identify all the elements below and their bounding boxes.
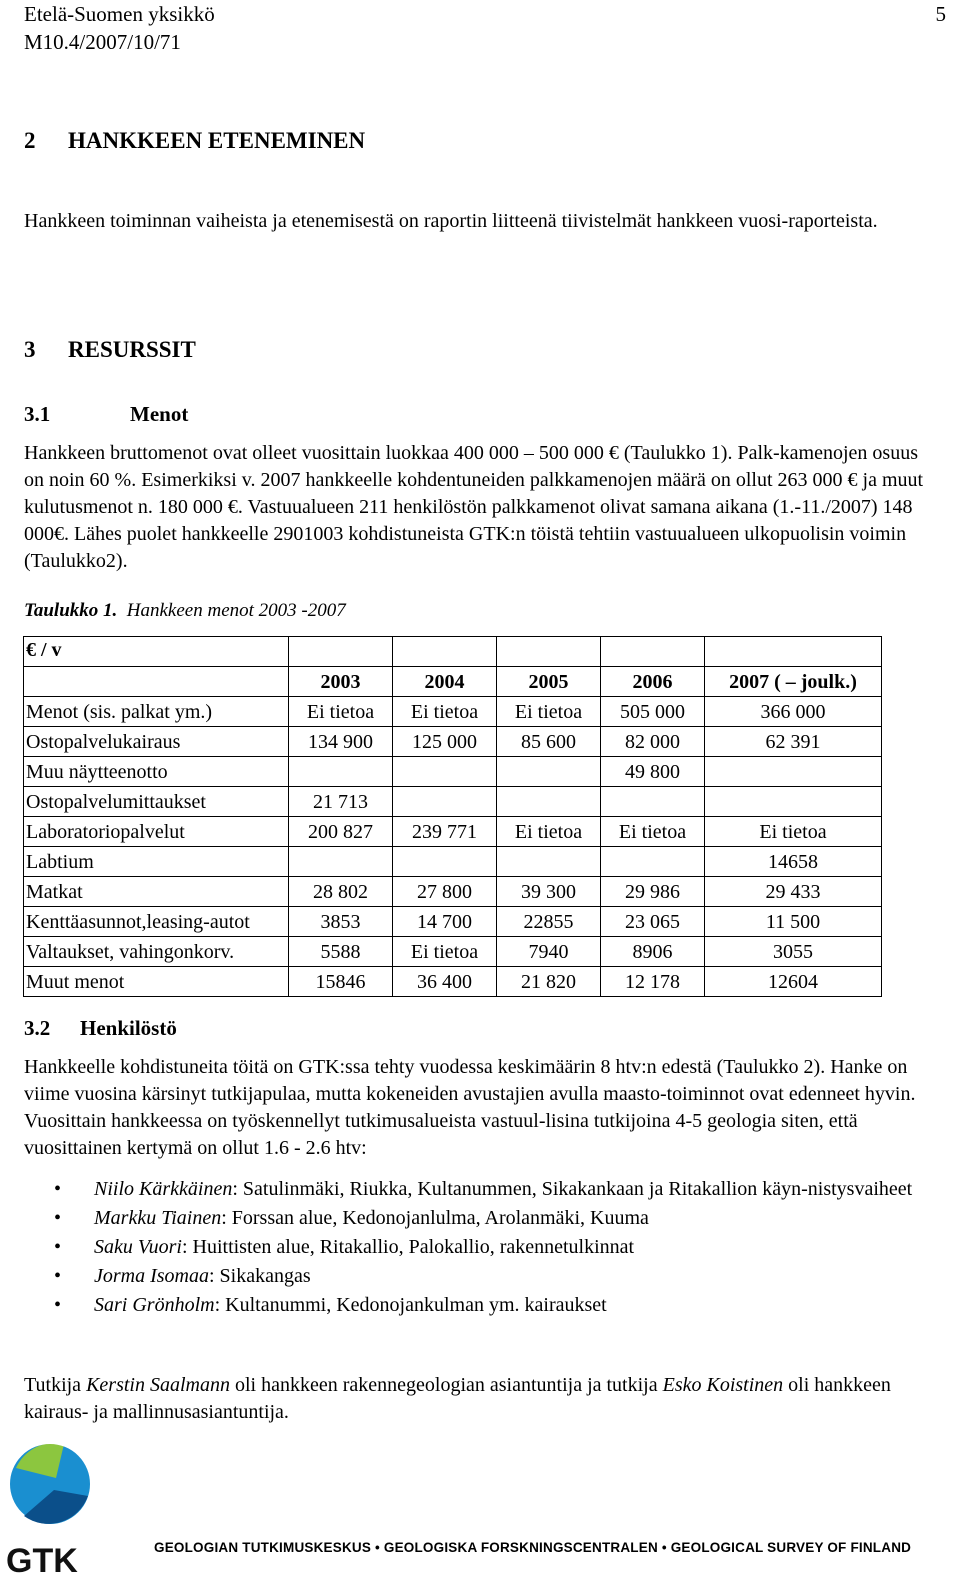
table-cell: 5588 bbox=[289, 937, 393, 967]
table-cell: Ei tietoa bbox=[497, 697, 601, 727]
row-label: Muut menot bbox=[24, 967, 289, 997]
list-item bbox=[24, 1205, 939, 1232]
table-1-caption-text: Hankkeen menot 2003 -2007 bbox=[126, 600, 346, 621]
closing-text-2: oli hankkeen rakennegeologian asiantuntija ja tutkija bbox=[229, 1374, 663, 1396]
table-cell: 14658 bbox=[705, 847, 882, 877]
table-cell: 29 986 bbox=[601, 877, 705, 907]
table-cell: 366 000 bbox=[705, 697, 882, 727]
table-cell: 27 800 bbox=[393, 877, 497, 907]
list-item bbox=[24, 1263, 939, 1290]
row-label: Kenttäasunnot,leasing-autot bbox=[24, 907, 289, 937]
table-cell: 15846 bbox=[289, 967, 393, 997]
table-cell: Ei tietoa bbox=[393, 697, 497, 727]
table-cell bbox=[289, 847, 393, 877]
year-header: 2003 bbox=[289, 667, 393, 697]
table-cell bbox=[393, 787, 497, 817]
geologist-name: Saku Vuori bbox=[94, 1236, 182, 1258]
geologist-areas: : Satulinmäki, Riukka, Kultanummen, Sikakankaan ja Ritakallion käyn-nistysvaiheet bbox=[232, 1178, 913, 1200]
section-3-1-title: Menot bbox=[130, 402, 189, 426]
table-cell: 134 900 bbox=[289, 727, 393, 757]
section-3-1-number: 3.1 bbox=[24, 402, 51, 426]
table-cell: 49 800 bbox=[601, 757, 705, 787]
table-cell: 62 391 bbox=[705, 727, 882, 757]
page-number: 5 bbox=[935, 2, 946, 26]
row-label: Menot (sis. palkat ym.) bbox=[24, 697, 289, 727]
table-cell bbox=[601, 787, 705, 817]
geologist-name: Jorma Isomaa bbox=[94, 1265, 209, 1287]
row-label: Valtaukset, vahingonkorv. bbox=[24, 937, 289, 967]
geologist-name: Niilo Kärkkäinen bbox=[94, 1178, 233, 1200]
geologist-areas: : Kultanummi, Kedonojankulman ym. kairaukset bbox=[214, 1294, 607, 1316]
table-cell: 200 827 bbox=[289, 817, 393, 847]
list-item bbox=[24, 1234, 939, 1261]
section-2-number: 2 bbox=[24, 128, 36, 153]
table-cell bbox=[497, 847, 601, 877]
geologist-areas: : Forssan alue, Kedonojanlulma, Arolanmäki, Kuuma bbox=[221, 1207, 649, 1229]
geologist-list bbox=[24, 1176, 939, 1321]
row-label: Ostopalvelumittaukset bbox=[24, 787, 289, 817]
section-3-number: 3 bbox=[24, 337, 36, 362]
table-cell: Ei tietoa bbox=[497, 817, 601, 847]
table-cell bbox=[393, 847, 497, 877]
table-row bbox=[24, 847, 882, 877]
bullet-icon: • bbox=[54, 1265, 62, 1287]
year-header: 2004 bbox=[393, 667, 497, 697]
header-ref: M10.4/2007/10/71 bbox=[24, 30, 181, 54]
section-3-1-heading bbox=[24, 402, 188, 427]
table-cell: 12 178 bbox=[601, 967, 705, 997]
gtk-logo bbox=[4, 1438, 96, 1578]
table-cell: 22855 bbox=[497, 907, 601, 937]
table-cell: Ei tietoa bbox=[289, 697, 393, 727]
table-cell bbox=[497, 757, 601, 787]
closing-text-1: Tutkija bbox=[24, 1374, 87, 1396]
table-header-row bbox=[24, 667, 882, 697]
section-3-title: RESURSSIT bbox=[68, 337, 196, 362]
table-cell bbox=[393, 757, 497, 787]
table-row bbox=[24, 877, 882, 907]
closing-text-3: oli hankkeen kairaus- ja mallinnusasiantuntija. bbox=[24, 1374, 891, 1423]
table-unit-row bbox=[24, 637, 882, 667]
table-cell: 12604 bbox=[705, 967, 882, 997]
table-row bbox=[24, 967, 882, 997]
section-3-2-text: Hankkeelle kohdistuneita töitä on GTK:ssa tehty vuodessa keskimäärin 8 htv:n edestä (Taulukko 2). Hanke on viime vuosina kärsinyt tutkijapulaa, mutta kokeneiden avustajien avulla maasto-toiminnot ovat edenneet hyvin. Vuosittain hankkeessa on työskennellyt tutkimusalueista vastuul-lisina tutkijoina 4-5 geologia siten, että vuosittainen kertymä on ollut 1.6 - 2.6 htv: bbox=[24, 1056, 916, 1159]
table-cell bbox=[497, 787, 601, 817]
closing-paragraph bbox=[24, 1372, 940, 1426]
geologist-name: Markku Tiainen bbox=[94, 1207, 222, 1229]
section-3-2-number: 3.2 bbox=[24, 1016, 51, 1040]
table-row bbox=[24, 727, 882, 757]
closing-name-2: Esko Koistinen bbox=[662, 1374, 784, 1396]
header-org: Etelä-Suomen yksikkö bbox=[24, 2, 215, 26]
table-cell: 36 400 bbox=[393, 967, 497, 997]
table-cell bbox=[705, 787, 882, 817]
geologist-areas: : Sikakangas bbox=[209, 1265, 311, 1287]
table-cell: 28 802 bbox=[289, 877, 393, 907]
bullet-icon: • bbox=[54, 1178, 62, 1200]
section-3-2-heading bbox=[24, 1016, 177, 1041]
table-cell: 505 000 bbox=[601, 697, 705, 727]
section-2-text: Hankkeen toiminnan vaiheista ja etenemisestä on raportin liitteenä tiivistelmät hankkeen vuosi-raporteista. bbox=[24, 210, 878, 232]
table-unit-cell: € / v bbox=[24, 637, 289, 667]
geologist-name: Sari Grönholm bbox=[94, 1294, 215, 1316]
section-3-2-title: Henkilöstö bbox=[80, 1016, 177, 1040]
geologist-areas: : Huittisten alue, Ritakallio, Palokallio, rakennetulkinnat bbox=[181, 1236, 635, 1258]
table-cell: 3853 bbox=[289, 907, 393, 937]
closing-name-1: Kerstin Saalmann bbox=[86, 1374, 230, 1396]
table-cell: 14 700 bbox=[393, 907, 497, 937]
list-item bbox=[24, 1292, 939, 1319]
table-1-caption-label: Taulukko 1. bbox=[24, 600, 118, 621]
section-2-title: HANKKEEN ETENEMINEN bbox=[68, 128, 366, 153]
table-row bbox=[24, 757, 882, 787]
table-row bbox=[24, 697, 882, 727]
gtk-logo-text: GTK bbox=[6, 1542, 78, 1578]
table-cell: 23 065 bbox=[601, 907, 705, 937]
costs-table bbox=[23, 636, 882, 997]
section-2-heading bbox=[24, 128, 365, 154]
section-3-heading bbox=[24, 337, 196, 363]
table-1-caption bbox=[24, 600, 346, 622]
row-label: Labtium bbox=[24, 847, 289, 877]
table-cell: 3055 bbox=[705, 937, 882, 967]
page-header bbox=[24, 0, 215, 56]
row-label: Muu näytteenotto bbox=[24, 757, 289, 787]
section-3-1-text: Hankkeen bruttomenot ovat olleet vuosittain luokkaa 400 000 – 500 000 € (Taulukko 1). Palk-kamenojen osuus on noin 60 %. Esimerkiksi v. 2007 hankkeelle kohdentuneiden palkkamenojen määrä on ollut 263 000 € ja muut kulutusmenot n. 180 000 €. Vastuualueen 211 henkilöstön palkkamenot olivat samana aikana (1.-11./2007) 148 000€. Lähes puolet hankkeelle 2901003 kohdistuneista GTK:n töistä tehtiin vastuualueen ulkopuolisin voimin (Taulukko2). bbox=[24, 442, 924, 572]
table-cell bbox=[601, 847, 705, 877]
list-item bbox=[24, 1176, 939, 1203]
table-cell: 11 500 bbox=[705, 907, 882, 937]
table-row bbox=[24, 937, 882, 967]
table-cell: 239 771 bbox=[393, 817, 497, 847]
table-cell: 21 820 bbox=[497, 967, 601, 997]
table-cell bbox=[705, 757, 882, 787]
table-cell: 39 300 bbox=[497, 877, 601, 907]
table-cell: Ei tietoa bbox=[393, 937, 497, 967]
footer-tagline: GEOLOGIAN TUTKIMUSKESKUS • GEOLOGISKA FORSKNINGSCENTRALEN • GEOLOGICAL SURVEY OF FINLAND bbox=[154, 1540, 912, 1555]
year-header: 2005 bbox=[497, 667, 601, 697]
bullet-icon: • bbox=[54, 1207, 62, 1229]
table-row bbox=[24, 907, 882, 937]
year-header: 2007 ( – joulk.) bbox=[705, 667, 882, 697]
table-cell: 29 433 bbox=[705, 877, 882, 907]
row-label: Ostopalvelukairaus bbox=[24, 727, 289, 757]
row-label: Matkat bbox=[24, 877, 289, 907]
table-cell: 82 000 bbox=[601, 727, 705, 757]
table-cell bbox=[289, 757, 393, 787]
table-cell: Ei tietoa bbox=[705, 817, 882, 847]
table-cell: 8906 bbox=[601, 937, 705, 967]
table-header-blank bbox=[24, 667, 289, 697]
year-header: 2006 bbox=[601, 667, 705, 697]
table-cell: 7940 bbox=[497, 937, 601, 967]
row-label: Laboratoriopalvelut bbox=[24, 817, 289, 847]
table-cell: Ei tietoa bbox=[601, 817, 705, 847]
bullet-icon: • bbox=[54, 1294, 62, 1316]
table-cell: 85 600 bbox=[497, 727, 601, 757]
table-row bbox=[24, 817, 882, 847]
gtk-globe-icon bbox=[4, 1438, 96, 1578]
table-cell: 21 713 bbox=[289, 787, 393, 817]
table-row bbox=[24, 787, 882, 817]
bullet-icon: • bbox=[54, 1236, 62, 1258]
table-cell: 125 000 bbox=[393, 727, 497, 757]
